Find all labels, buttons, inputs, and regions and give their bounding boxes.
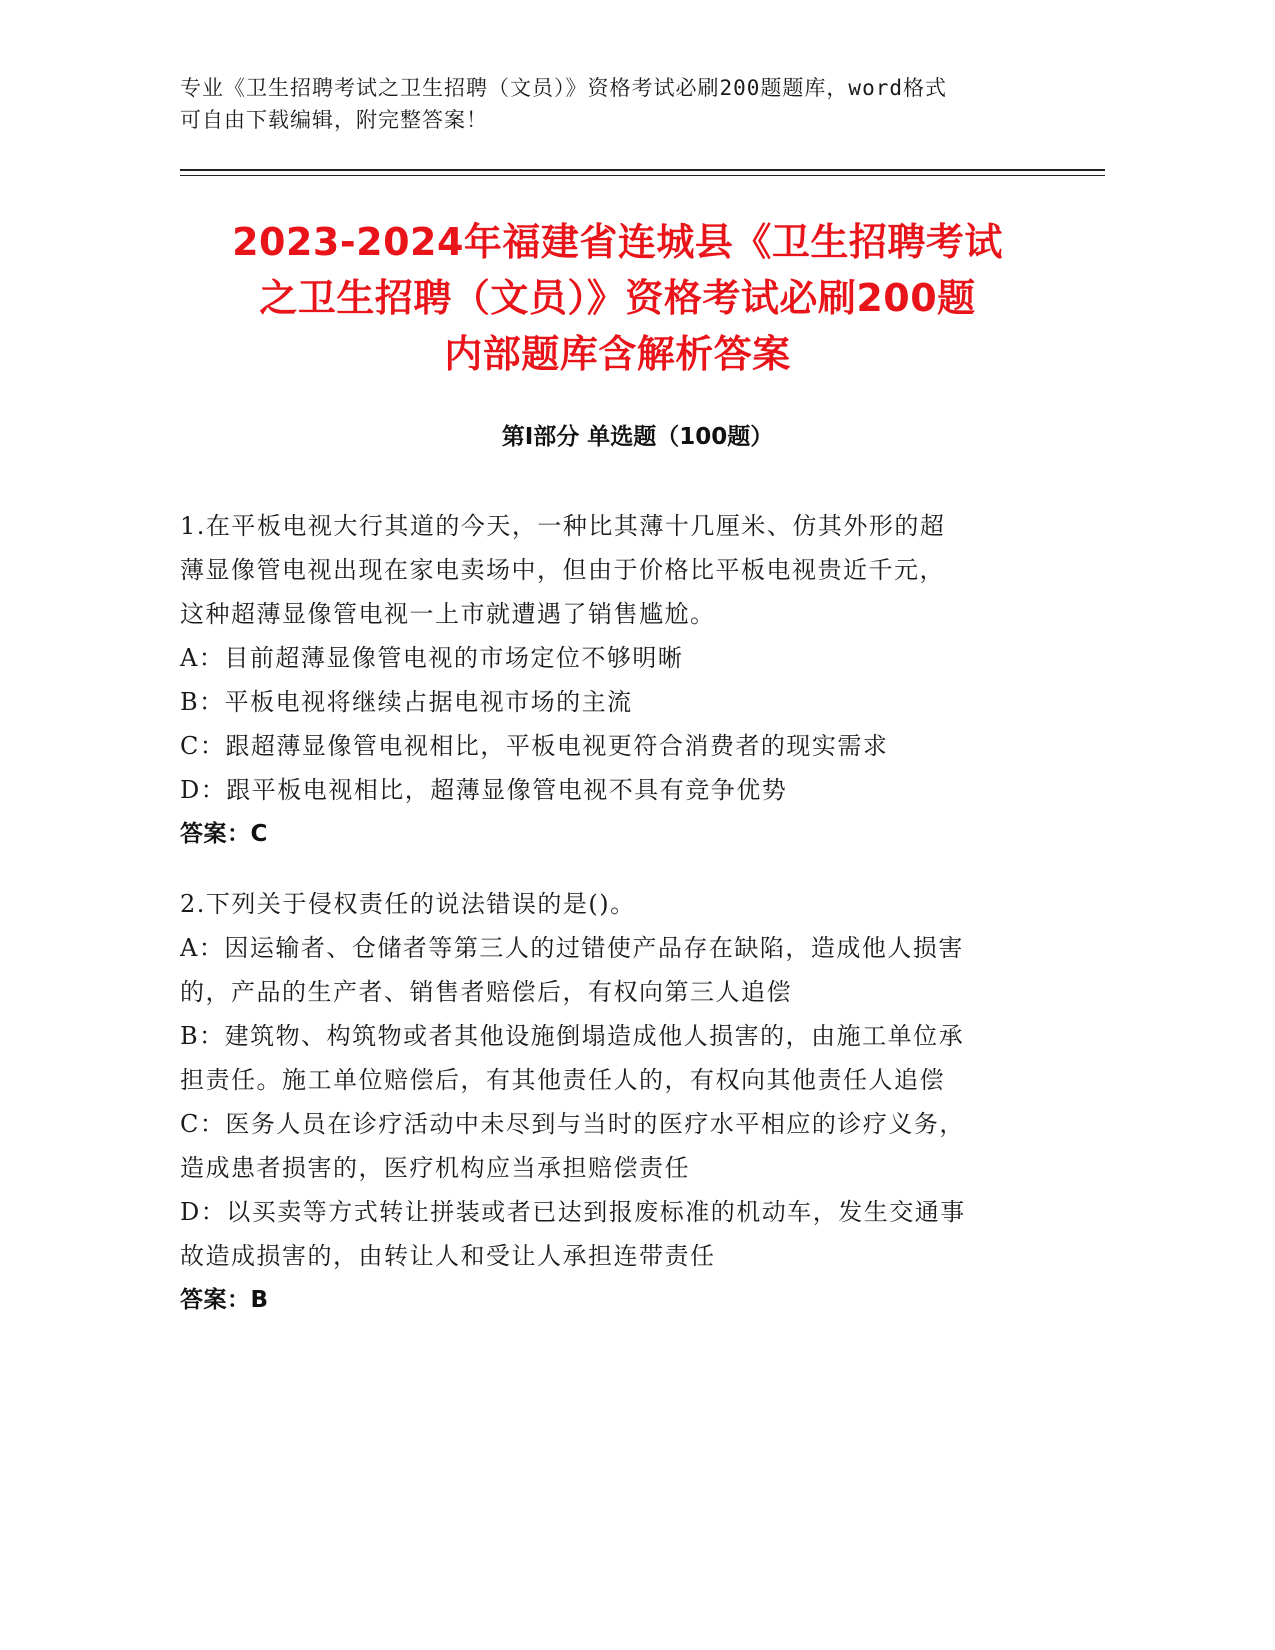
option-b: B：建筑物、构筑物或者其他设施倒塌造成他人损害的，由施工单位承 bbox=[180, 1022, 965, 1050]
document-title bbox=[150, 214, 1085, 382]
option-a: A：因运输者、仓储者等第三人的过错使产品存在缺陷，造成他人损害 bbox=[180, 934, 964, 962]
answer-line: 答案：B bbox=[180, 1287, 269, 1313]
option-c-continuation: 造成患者损害的，医疗机构应当承担赔偿责任 bbox=[180, 1154, 690, 1182]
question-text-line: 2.下列关于侵权责任的说法错误的是()。 bbox=[180, 890, 636, 918]
question-2 bbox=[180, 882, 1030, 1322]
question-text-line: 薄显像管电视出现在家电卖场中，但由于价格比平板电视贵近千元， bbox=[180, 556, 945, 584]
header-note-line: 专业《卫生招聘考试之卫生招聘（文员）》资格考试必刷200题题库，word格式 bbox=[180, 76, 947, 100]
document-title-line: 之卫生招聘（文员）》资格考试必刷200题 bbox=[259, 276, 976, 320]
question-text-line: 这种超薄显像管电视一上市就遭遇了销售尴尬。 bbox=[180, 600, 716, 628]
header-note-line: 可自由下载编辑，附完整答案！ bbox=[180, 108, 488, 132]
header-note bbox=[180, 72, 1030, 136]
section-heading: 第Ⅰ部分 单选题（100题） bbox=[501, 424, 774, 450]
option-d-continuation: 故造成损害的，由转让人和受让人承担连带责任 bbox=[180, 1242, 716, 1270]
header-divider-thin bbox=[180, 175, 1105, 176]
option-b-continuation: 担责任。施工单位赔偿后，有其他责任人的，有权向其他责任人追偿 bbox=[180, 1066, 945, 1094]
option-d: D：跟平板电视相比，超薄显像管电视不具有竞争优势 bbox=[180, 776, 788, 804]
document-title-line: 2023-2024年福建省连城县《卫生招聘考试 bbox=[232, 220, 1003, 264]
document-title-line: 内部题库含解析答案 bbox=[444, 332, 791, 376]
option-a-continuation: 的，产品的生产者、销售者赔偿后，有权向第三人追偿 bbox=[180, 978, 792, 1006]
option-c: C：跟超薄显像管电视相比，平板电视更符合消费者的现实需求 bbox=[180, 732, 889, 760]
header-divider-thick bbox=[180, 169, 1105, 171]
option-a: A：目前超薄显像管电视的市场定位不够明晰 bbox=[180, 644, 684, 672]
option-b: B：平板电视将继续占据电视市场的主流 bbox=[180, 688, 633, 716]
question-1 bbox=[180, 504, 1030, 856]
option-c: C：医务人员在诊疗活动中未尽到与当时的医疗水平相应的诊疗义务， bbox=[180, 1110, 965, 1138]
option-d: D：以买卖等方式转让拼装或者已达到报废标准的机动车，发生交通事 bbox=[180, 1198, 966, 1226]
answer-line: 答案：C bbox=[180, 821, 268, 847]
question-text-line: 1.在平板电视大行其道的今天，一种比其薄十几厘米、仿其外形的超 bbox=[180, 512, 946, 540]
